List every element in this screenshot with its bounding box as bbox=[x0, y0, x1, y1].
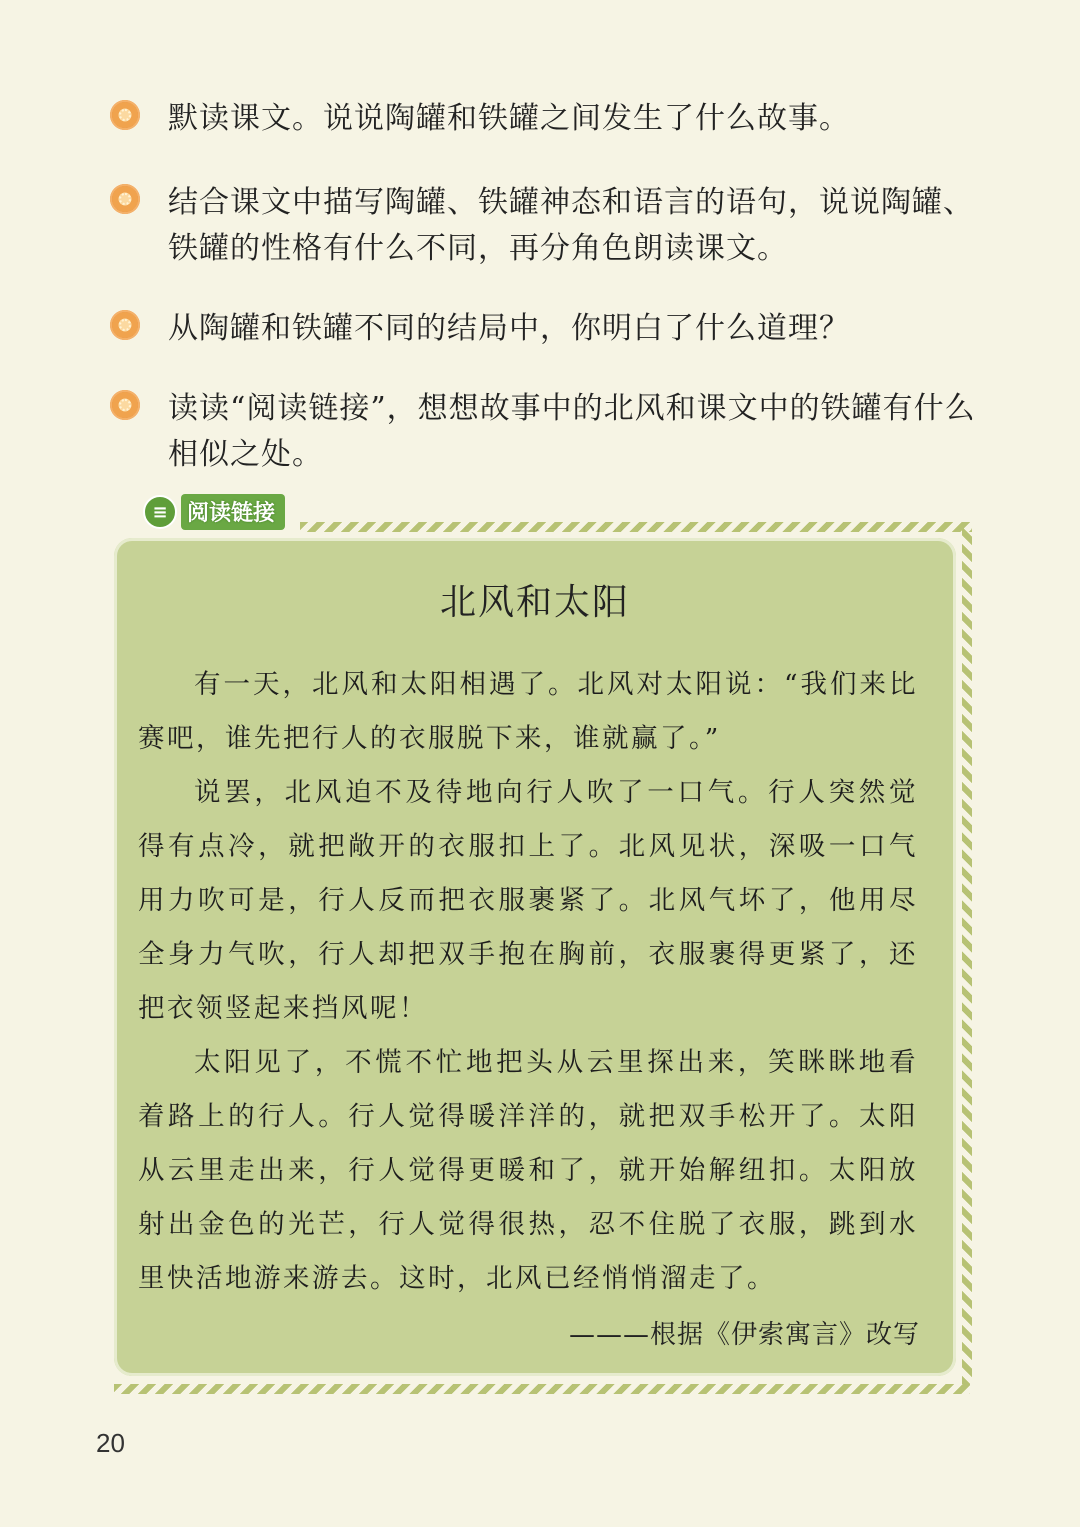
story-body bbox=[138, 658, 918, 1306]
reading-link-tag bbox=[143, 494, 285, 530]
bullet-icon bbox=[110, 184, 140, 214]
bullet-icon bbox=[110, 100, 140, 130]
question-text: 结合课文中描写陶罐、铁罐神态和语言的语句，说说陶罐、铁罐的性格有什么不同，再分角色朗读课文。 bbox=[168, 185, 974, 266]
question-1 bbox=[110, 96, 990, 142]
page-number: 20 bbox=[96, 1428, 125, 1458]
bullet-icon bbox=[110, 310, 140, 340]
decorative-border-top bbox=[300, 522, 972, 532]
reading-link-label: 阅读链接 bbox=[181, 494, 285, 530]
question-text: 读读“阅读链接”，想想故事中的北风和课文中的铁罐有什么相似之处。 bbox=[168, 391, 976, 472]
question-text: 默读课文。说说陶罐和铁罐之间发生了什么故事。 bbox=[168, 101, 850, 136]
bullet-icon bbox=[110, 390, 140, 420]
story-paragraph: 太阳见了，不慌不忙地把头从云里探出来，笑眯眯地看着路上的行人。行人觉得暖洋洋的，就把双手松开了。太阳从云里走出来，行人觉得更暖和了，就开始解纽扣。太阳放射出金色的光芒，行人觉得很热，忍不住脱了衣服，跳到水里快活地游来游去。这时，北风已经悄悄溜走了。 bbox=[138, 1047, 918, 1294]
story-title: 北风和太阳 bbox=[439, 582, 630, 623]
question-3 bbox=[110, 306, 990, 352]
question-4 bbox=[110, 386, 990, 478]
story-paragraph: 有一天，北风和太阳相遇了。北风对太阳说：“我们来比赛吧，谁先把行人的衣服脱下来，谁就赢了。” bbox=[138, 669, 918, 754]
question-2 bbox=[110, 180, 990, 272]
question-text: 从陶罐和铁罐不同的结局中，你明白了什么道理？ bbox=[168, 311, 850, 346]
decorative-border-bottom bbox=[114, 1384, 970, 1394]
book-icon: ≡ bbox=[143, 495, 177, 529]
story-source: ———根据《伊索寓言》改写 bbox=[568, 1320, 920, 1350]
story-paragraph: 说罢，北风迫不及待地向行人吹了一口气。行人突然觉得有点冷，就把敞开的衣服扣上了。北风见状，深吸一口气用力吹可是，行人反而把衣服裹紧了。北风气坏了，他用尽全身力气吹，行人却把双手抱在胸前，衣服裹得更紧了，还把衣领竖起来挡风呢！ bbox=[138, 777, 918, 1024]
decorative-border-right bbox=[962, 528, 972, 1384]
story-box bbox=[114, 538, 956, 1376]
